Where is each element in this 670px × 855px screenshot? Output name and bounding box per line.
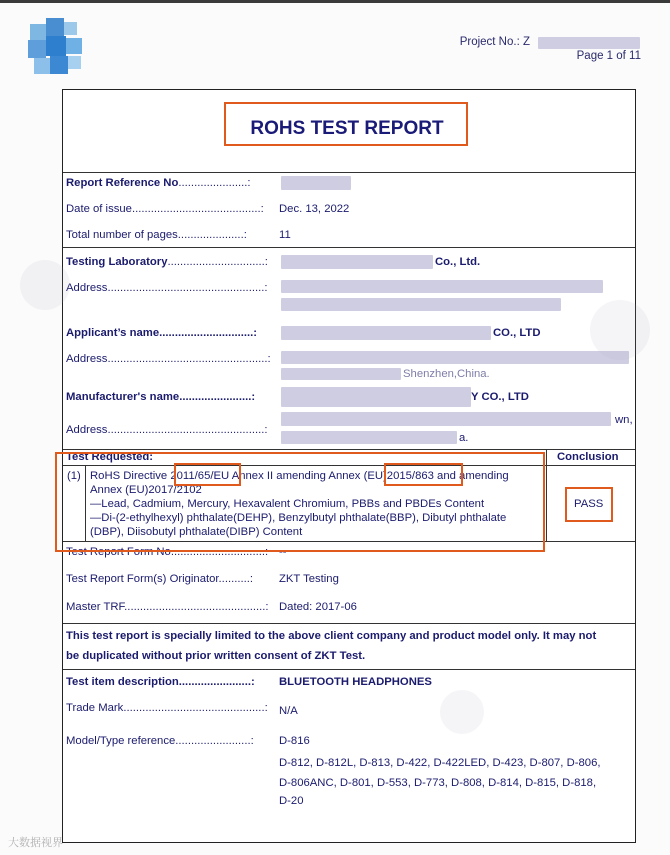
redacted-reference-number	[281, 176, 351, 190]
manufacturer-name-label: Manufacturer's name.......................:	[66, 391, 256, 403]
trf-originator-label: Test Report Form(s) Originator..........:	[66, 573, 254, 585]
divider	[63, 449, 635, 450]
notice-line-1: This test report is specially limited to the above client company and product model only. It may not	[66, 630, 597, 642]
date-of-issue-label: Date of issue.........................................:	[66, 203, 264, 215]
total-pages-label: Total number of pages.....................:	[66, 229, 247, 241]
divider	[63, 623, 635, 624]
trade-mark-label: Trade Mark.............................................:	[66, 702, 268, 714]
report-title: ROHS TEST REPORT	[250, 118, 444, 139]
testing-lab-label: Testing Laboratory...............................:	[66, 256, 268, 268]
project-number: Project No.: Z	[459, 36, 530, 48]
testing-lab-value: Co., Ltd.	[435, 256, 481, 268]
column-divider	[546, 449, 547, 541]
annex-2015-highlight-box	[384, 463, 463, 486]
page-indicator: Page 1 of 11	[576, 50, 641, 62]
directive-2011-highlight-box	[174, 463, 241, 486]
lab-address-label: Address..................................................:	[66, 282, 268, 294]
redacted-applicant-address-2	[281, 368, 401, 380]
applicant-address-value: Shenzhen,China.	[403, 368, 490, 380]
top-edge-bar	[0, 0, 670, 3]
trf-originator-value: ZKT Testing	[279, 573, 339, 585]
report-reference-label: Report Reference No......................:	[66, 177, 251, 189]
total-pages-value: 11	[279, 229, 291, 241]
test-requested-header: Test Requested:	[66, 451, 154, 463]
applicant-name-value: CO., LTD	[493, 327, 541, 339]
manufacturer-address-label: Address..................................................:	[66, 424, 268, 436]
divider	[63, 172, 635, 173]
divider	[63, 669, 635, 670]
date-of-issue-value: Dec. 13, 2022	[279, 203, 350, 215]
trf-number-value: --	[279, 546, 287, 558]
redacted-manufacturer-name	[281, 387, 471, 407]
divider	[63, 247, 635, 248]
manufacturer-name-value: Y CO., LTD	[471, 391, 529, 403]
redacted-manufacturer-address-1	[281, 412, 611, 426]
notice-line-2: be duplicated without prior written consent of ZKT Test.	[66, 650, 366, 662]
test-line-5: (DBP), Diisobutyl phthalate(DIBP) Content	[90, 526, 303, 538]
redacted-manufacturer-address-2	[281, 431, 457, 444]
watermark-text: 大数据视界	[8, 837, 63, 849]
conclusion-header: Conclusion	[557, 451, 619, 463]
conclusion-highlight-box	[565, 487, 613, 522]
test-index: (1)	[67, 470, 81, 482]
redacted-applicant-address-1	[281, 351, 629, 364]
model-reference-label: Model/Type reference........................:	[66, 735, 254, 747]
manufacturer-address-end-1: wn,	[615, 414, 633, 426]
conclusion-value: PASS	[574, 498, 604, 510]
redacted-lab-address-2	[281, 298, 561, 311]
watermark-mark	[20, 260, 70, 310]
master-trf-value: Dated: 2017-06	[279, 601, 357, 613]
test-line-1: RoHS Directive 2011/65/EU Annex II amending Annex (EU)2015/863 and amending	[90, 470, 509, 482]
master-trf-label: Master TRF.............................................:	[66, 601, 269, 613]
trade-mark-value: N/A	[279, 705, 298, 717]
redacted-lab-name	[281, 255, 433, 269]
trf-number-label: Test Report Form No..............................:	[66, 546, 269, 558]
model-list-line-3: D-20	[279, 795, 304, 807]
model-list-line-1: D-812, D-812L, D-813, D-422, D-422LED, D-423, D-807, D-806,	[279, 757, 601, 769]
company-logo-blurred	[26, 18, 90, 82]
test-line-2: Annex (EU)2017/2102	[90, 484, 202, 496]
test-item-description-value: BLUETOOTH HEADPHONES	[279, 676, 432, 688]
model-reference-value: D-816	[279, 735, 310, 747]
watermark-mark	[440, 690, 484, 734]
redacted-lab-address-1	[281, 280, 603, 293]
manufacturer-address-end-2: a.	[459, 432, 469, 444]
test-line-4: —Di-(2-ethylhexyl) phthalate(DEHP), Benzylbutyl phthalate(BBP), Dibutyl phthalate	[90, 512, 507, 524]
test-item-description-label: Test item description.......................:	[66, 676, 255, 688]
applicant-address-label: Address...................................................:	[66, 353, 271, 365]
test-requested-highlight-box	[55, 452, 545, 552]
redacted-applicant-name	[281, 326, 491, 340]
model-list-line-2: D-806ANC, D-801, D-553, D-773, D-808, D-814, D-815, D-818,	[279, 777, 597, 789]
redacted-project-number	[538, 37, 640, 49]
title-highlight-box	[224, 102, 468, 146]
applicant-name-label: Applicant’s name..............................:	[66, 327, 258, 339]
test-line-3: —Lead, Cadmium, Mercury, Hexavalent Chromium, PBBs and PBDEs Content	[90, 498, 485, 510]
watermark-mark	[590, 300, 650, 360]
